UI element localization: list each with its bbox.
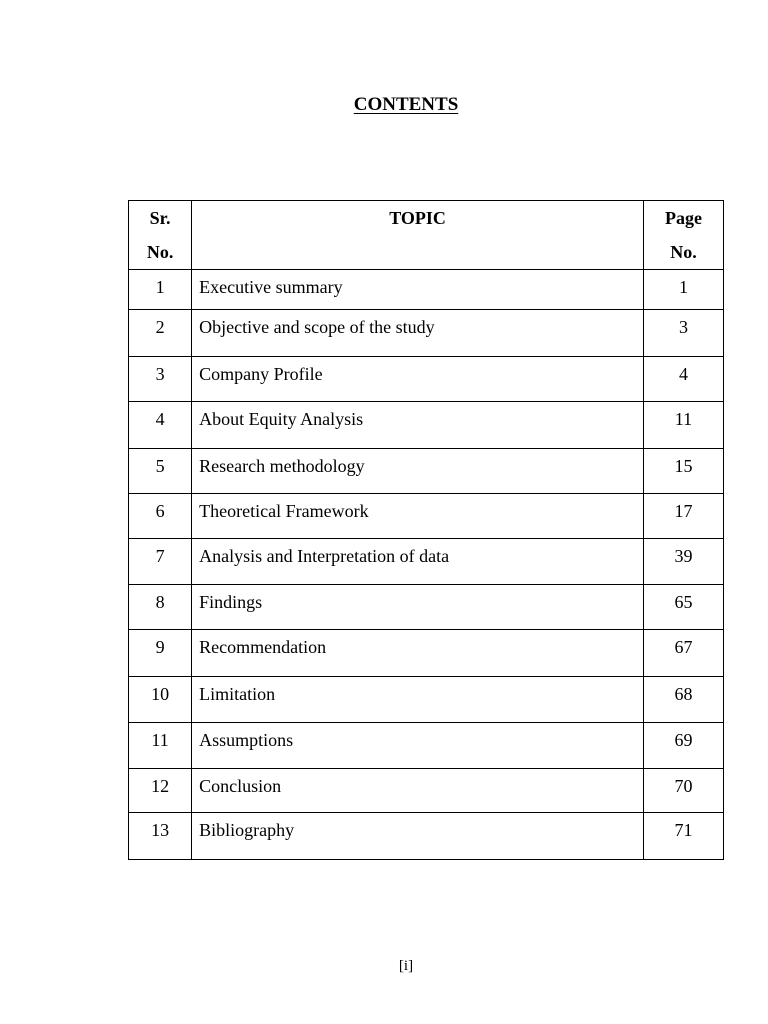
row-topic: Findings xyxy=(192,585,644,630)
header-page-line1: Page xyxy=(664,208,702,228)
row-page: 67 xyxy=(643,630,723,677)
row-page: 17 xyxy=(643,494,723,539)
table-row xyxy=(129,270,724,310)
header-sr-line2: No. xyxy=(146,242,174,262)
row-topic: Executive summary xyxy=(192,270,644,310)
row-topic: Company Profile xyxy=(192,357,644,402)
row-topic: Bibliography xyxy=(192,813,644,860)
table-row xyxy=(129,723,724,769)
table-row xyxy=(129,357,724,402)
row-topic: Objective and scope of the study xyxy=(192,310,644,357)
table-row xyxy=(129,585,724,630)
row-sr: 8 xyxy=(129,585,192,630)
row-page: 4 xyxy=(643,357,723,402)
row-sr: 11 xyxy=(129,723,192,769)
row-topic: Analysis and Interpretation of data xyxy=(192,539,644,585)
row-page: 69 xyxy=(643,723,723,769)
row-sr: 6 xyxy=(129,494,192,539)
row-page: 1 xyxy=(643,270,723,310)
row-page: 3 xyxy=(643,310,723,357)
row-sr: 9 xyxy=(129,630,192,677)
row-topic: About Equity Analysis xyxy=(192,402,644,449)
header-page-no xyxy=(643,201,723,270)
header-sr-no xyxy=(129,201,192,270)
table-row xyxy=(129,813,724,860)
table-row xyxy=(129,539,724,585)
page-number: [i] xyxy=(398,958,414,974)
table-row xyxy=(129,449,724,494)
row-sr: 5 xyxy=(129,449,192,494)
row-topic: Assumptions xyxy=(192,723,644,769)
header-topic: TOPIC xyxy=(192,201,644,270)
table-header-row xyxy=(129,201,724,270)
table-row xyxy=(129,494,724,539)
row-page: 11 xyxy=(643,402,723,449)
row-sr: 10 xyxy=(129,677,192,723)
row-sr: 4 xyxy=(129,402,192,449)
row-topic: Limitation xyxy=(192,677,644,723)
header-page-line2: No. xyxy=(670,242,697,262)
row-page: 65 xyxy=(643,585,723,630)
row-page: 15 xyxy=(643,449,723,494)
row-sr: 7 xyxy=(129,539,192,585)
row-page: 39 xyxy=(643,539,723,585)
row-sr: 13 xyxy=(129,813,192,860)
page-title: CONTENTS xyxy=(353,94,459,115)
row-topic: Research methodology xyxy=(192,449,644,494)
row-topic: Recommendation xyxy=(192,630,644,677)
table-row xyxy=(129,310,724,357)
row-page: 68 xyxy=(643,677,723,723)
row-topic: Theoretical Framework xyxy=(192,494,644,539)
row-sr: 3 xyxy=(129,357,192,402)
header-sr-line1: Sr. xyxy=(149,208,171,228)
contents-table xyxy=(128,200,724,860)
row-page: 70 xyxy=(643,769,723,813)
table-row xyxy=(129,630,724,677)
row-topic: Conclusion xyxy=(192,769,644,813)
table-row xyxy=(129,402,724,449)
row-sr: 1 xyxy=(129,270,192,310)
row-page: 71 xyxy=(643,813,723,860)
row-sr: 12 xyxy=(129,769,192,813)
row-sr: 2 xyxy=(129,310,192,357)
table-row xyxy=(129,677,724,723)
table-row xyxy=(129,769,724,813)
